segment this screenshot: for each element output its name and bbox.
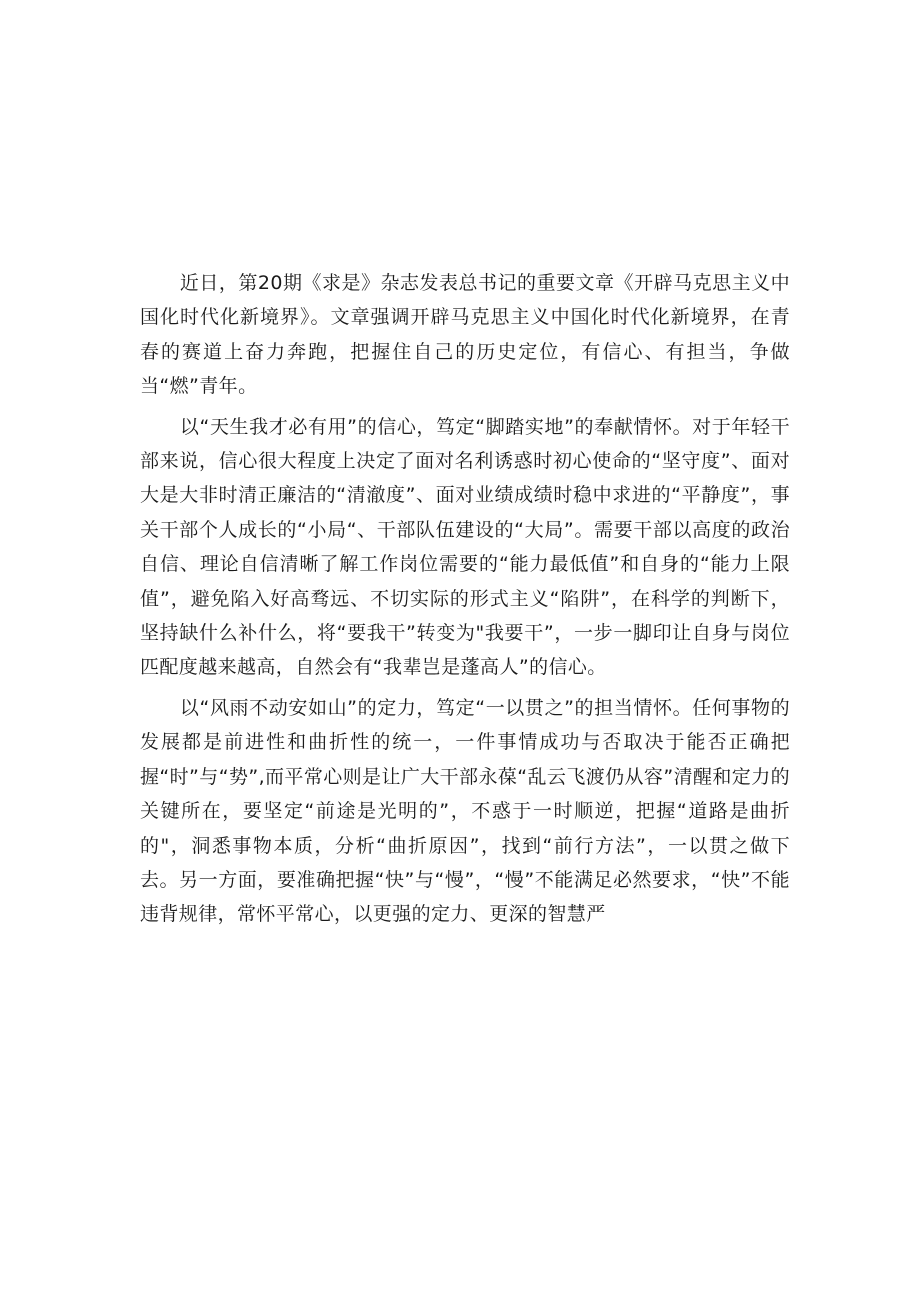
article-body [140, 266, 790, 938]
paragraph-intro: 近日，第20期《求是》杂志发表总书记的重要文章《开辟马克思主义中国化时代化新境界》。文章强调开辟马克思主义中国化时代化新境界，在青春的赛道上奋力奔跑，把握住自己的历史定位，有信心、有担当，争做当“燃”青年。 [140, 272, 790, 398]
paragraph-confidence: 以“天生我才必有用”的信心，笃定“脚踏实地”的奉献情怀。对于年轻干部来说，信心很大程度上决定了面对名利诱惑时初心使命的“坚守度”、面对大是大非时清正廉洁的“清澈度”、面对业绩成绩时稳中求进的“平静度”，事关干部个人成长的“小局“、干部队伍建设的“大局”。需要干部以高度的政治自信、理论自信清晰了解工作岗位需要的“能力最低值”和自身的“能力上限值”，避免陷入好高骛远、不切实际的形式主义“陷阱”，在科学的判断下，坚持缺什么补什么，将“要我干”转变为"我要干”，一步一脚印让自身与岗位匹配度越来越高，自然会有“我辈岂是蓬高人”的信心。 [140, 415, 790, 679]
paragraph-composure: 以“风雨不动安如山”的定力，笃定“一以贯之”的担当情怀。任何事物的发展都是前进性和曲折性的统一，一件事情成功与否取决于能否正确把握“时”与“势”,而平常心则是让广大干部永葆“乱云飞渡仍从容”清醒和定力的关键所在，要坚定“前途是光明的”，不惑于一时顺逆，把握“道路是曲折的"，洞悉事物本质，分析“曲折原因”，找到“前行方法”，一以贯之做下去。另一方面，要准确把握“快”与“慢”，“慢”不能满足必然要求，“快”不能违背规律，常怀平常心，以更强的定力、更深的智慧严 [140, 696, 790, 926]
